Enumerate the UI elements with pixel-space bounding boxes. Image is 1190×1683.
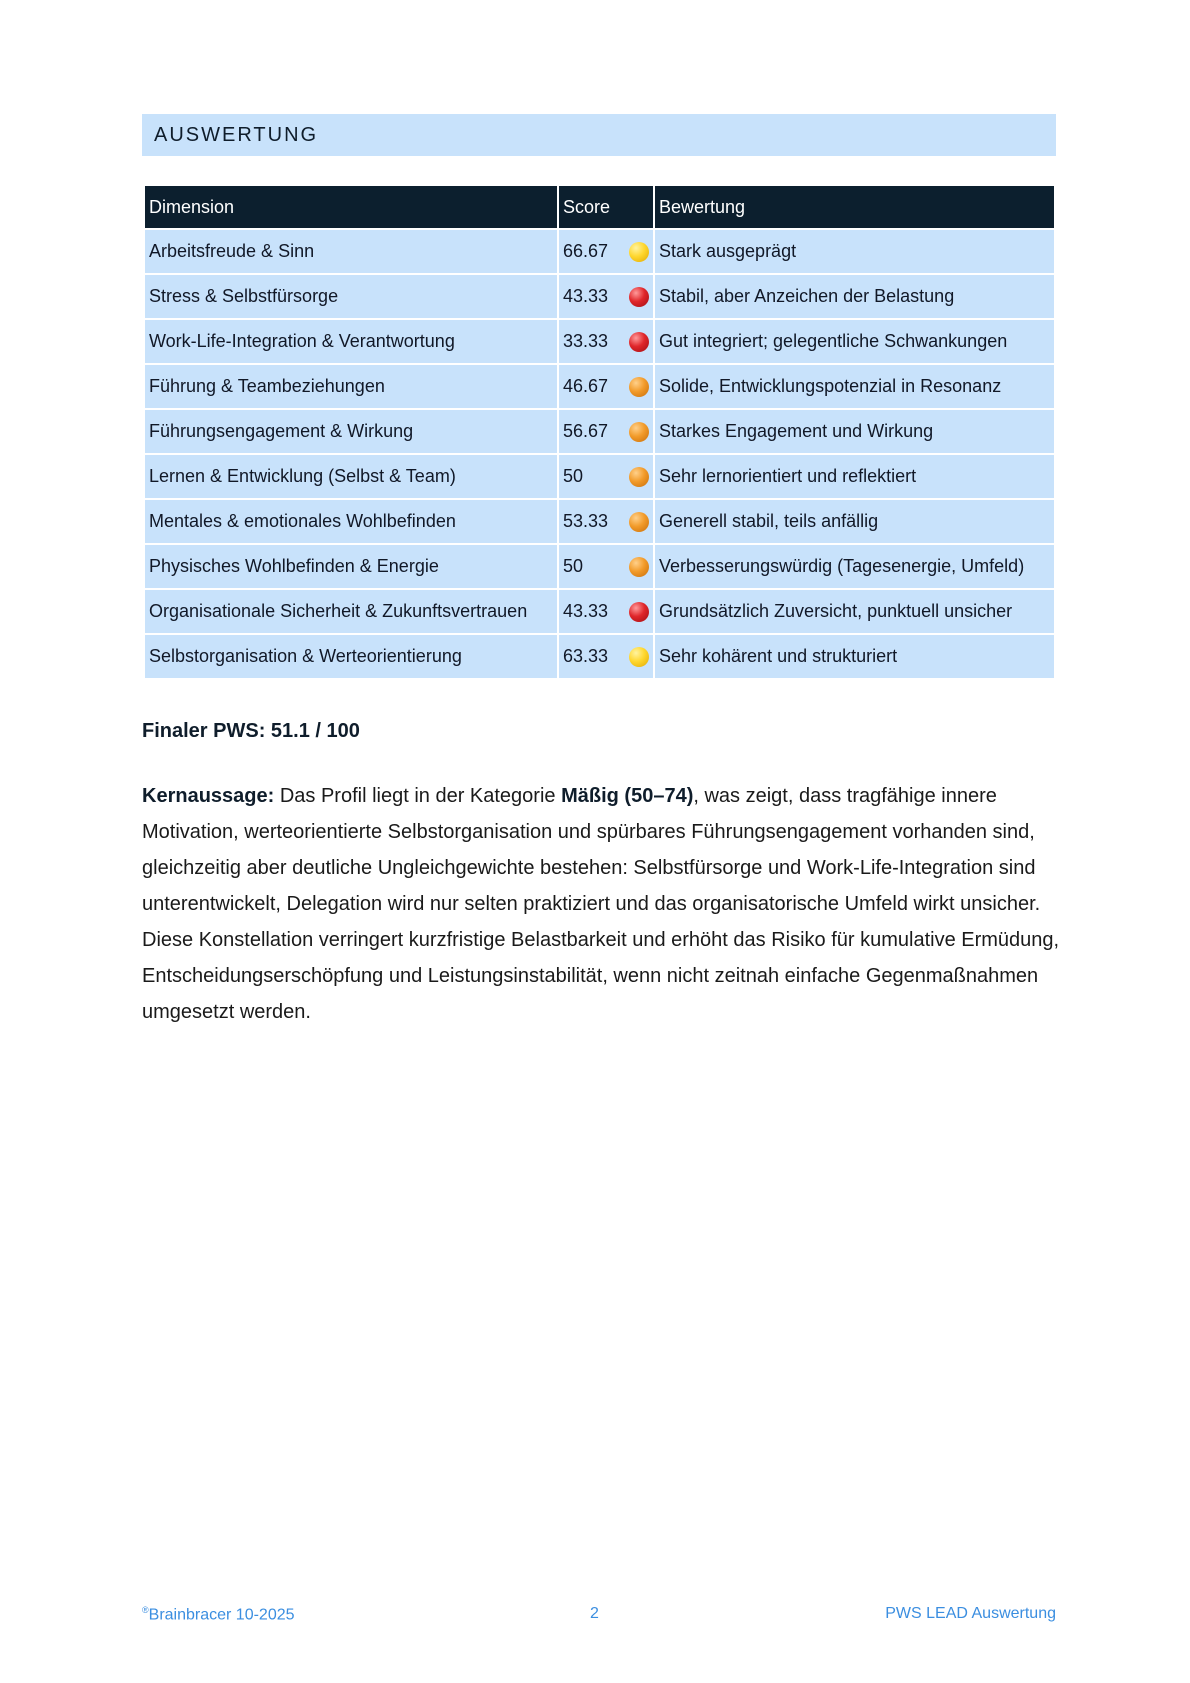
cell-dimension: Führungsengagement & Wirkung (145, 410, 557, 453)
section-title-text: AUSWERTUNG (154, 123, 319, 146)
cell-score (559, 230, 653, 273)
cell-score (559, 545, 653, 588)
final-score: Finaler PWS: 51.1 / 100 (142, 720, 360, 742)
cell-rating: Sehr kohärent und strukturiert (655, 635, 1054, 678)
cell-dimension: Organisationale Sicherheit & Zukunftsvertrauen (145, 590, 557, 633)
table-row (145, 590, 1054, 633)
page-number: 2 (590, 1605, 599, 1622)
header-dimension: Dimension (145, 186, 557, 228)
cell-score (559, 410, 653, 453)
table-row (145, 500, 1054, 543)
cell-rating: Grundsätzlich Zuversicht, punktuell unsicher (655, 590, 1054, 633)
score-value: 33.33 (563, 331, 609, 351)
cell-score (559, 365, 653, 408)
cell-score (559, 275, 653, 318)
score-value: 53.33 (563, 511, 609, 531)
table-row (145, 410, 1054, 453)
summary-paragraph (142, 778, 1060, 1030)
status-orange-circle-icon (629, 377, 649, 397)
table-body (145, 230, 1054, 678)
summary-text-2: , was zeigt, dass tragfähige innere Motivation, werteorientierte Selbstorganisation und spürbares Führungsengagement vorhanden sind, gleichzeitig aber deutliche Ungleichgewichte bestehen: Selbstfürsorge und Work-Life-Integration sind unterentwickelt, Delegation wird nur selten praktiziert und das organisatorische Umfeld wirkt unsicher. Diese Konstellation verringert kurzfristige Belastbarkeit und erhöht das Risiko für kumulative Ermüdung, Entscheidungserschöpfung und Leistungsinstabilität, wenn nicht zeitnah einfache Gegenmaßnahmen umgesetzt werden. (142, 785, 1060, 1023)
cell-dimension: Lernen & Entwicklung (Selbst & Team) (145, 455, 557, 498)
score-value: 56.67 (563, 421, 609, 441)
cell-dimension: Führung & Teambeziehungen (145, 365, 557, 408)
table-row (145, 320, 1054, 363)
footer-copyright (142, 1605, 295, 1624)
score-value: 43.33 (563, 601, 609, 621)
cell-rating: Stark ausgeprägt (655, 230, 1054, 273)
status-orange-circle-icon (629, 467, 649, 487)
cell-dimension: Selbstorganisation & Werteorientierung (145, 635, 557, 678)
score-value: 66.67 (563, 241, 609, 261)
status-red-circle-icon (629, 287, 649, 307)
cell-rating: Sehr lernorientiert und reflektiert (655, 455, 1054, 498)
cell-rating: Gut integriert; gelegentliche Schwankungen (655, 320, 1054, 363)
table-row (145, 545, 1054, 588)
score-value: 63.33 (563, 646, 609, 666)
table-row (145, 635, 1054, 678)
cell-dimension: Physisches Wohlbefinden & Energie (145, 545, 557, 588)
cell-dimension: Work-Life-Integration & Verantwortung (145, 320, 557, 363)
score-value: 50 (563, 556, 584, 576)
cell-dimension: Mentales & emotionales Wohlbefinden (145, 500, 557, 543)
status-yellow-circle-icon (629, 647, 649, 667)
results-table (143, 184, 1056, 680)
status-orange-circle-icon (629, 557, 649, 577)
footer-document-title: PWS LEAD Auswertung (885, 1605, 1056, 1622)
cell-score (559, 500, 653, 543)
cell-dimension: Arbeitsfreude & Sinn (145, 230, 557, 273)
cell-score (559, 635, 653, 678)
status-yellow-circle-icon (629, 242, 649, 262)
cell-rating: Starkes Engagement und Wirkung (655, 410, 1054, 453)
cell-rating: Stabil, aber Anzeichen der Belastung (655, 275, 1054, 318)
footer-left-text: Brainbracer 10-2025 (148, 1606, 295, 1624)
cell-rating: Generell stabil, teils anfällig (655, 500, 1054, 543)
section-title (142, 114, 1056, 156)
table-row (145, 365, 1054, 408)
cell-score (559, 455, 653, 498)
header-score: Score (559, 186, 653, 228)
summary-text-1: Das Profil liegt in der Kategorie (274, 785, 562, 807)
header-rating: Bewertung (655, 186, 1054, 228)
cell-rating: Verbesserungswürdig (Tagesenergie, Umfeld) (655, 545, 1054, 588)
table-row (145, 455, 1054, 498)
cell-rating: Solide, Entwicklungspotenzial in Resonanz (655, 365, 1054, 408)
cell-score (559, 320, 653, 363)
cell-score (559, 590, 653, 633)
score-value: 46.67 (563, 376, 609, 396)
summary-category: Mäßig (50–74) (561, 785, 694, 807)
status-red-circle-icon (629, 332, 649, 352)
registered-mark: ® (142, 1605, 149, 1615)
status-red-circle-icon (629, 602, 649, 622)
cell-dimension: Stress & Selbstfürsorge (145, 275, 557, 318)
score-value: 43.33 (563, 286, 609, 306)
score-value: 50 (563, 466, 584, 486)
table-header-row (145, 186, 1054, 228)
table-row (145, 230, 1054, 273)
status-orange-circle-icon (629, 512, 649, 532)
table-row (145, 275, 1054, 318)
status-orange-circle-icon (629, 422, 649, 442)
summary-label: Kernaussage: (142, 785, 275, 807)
